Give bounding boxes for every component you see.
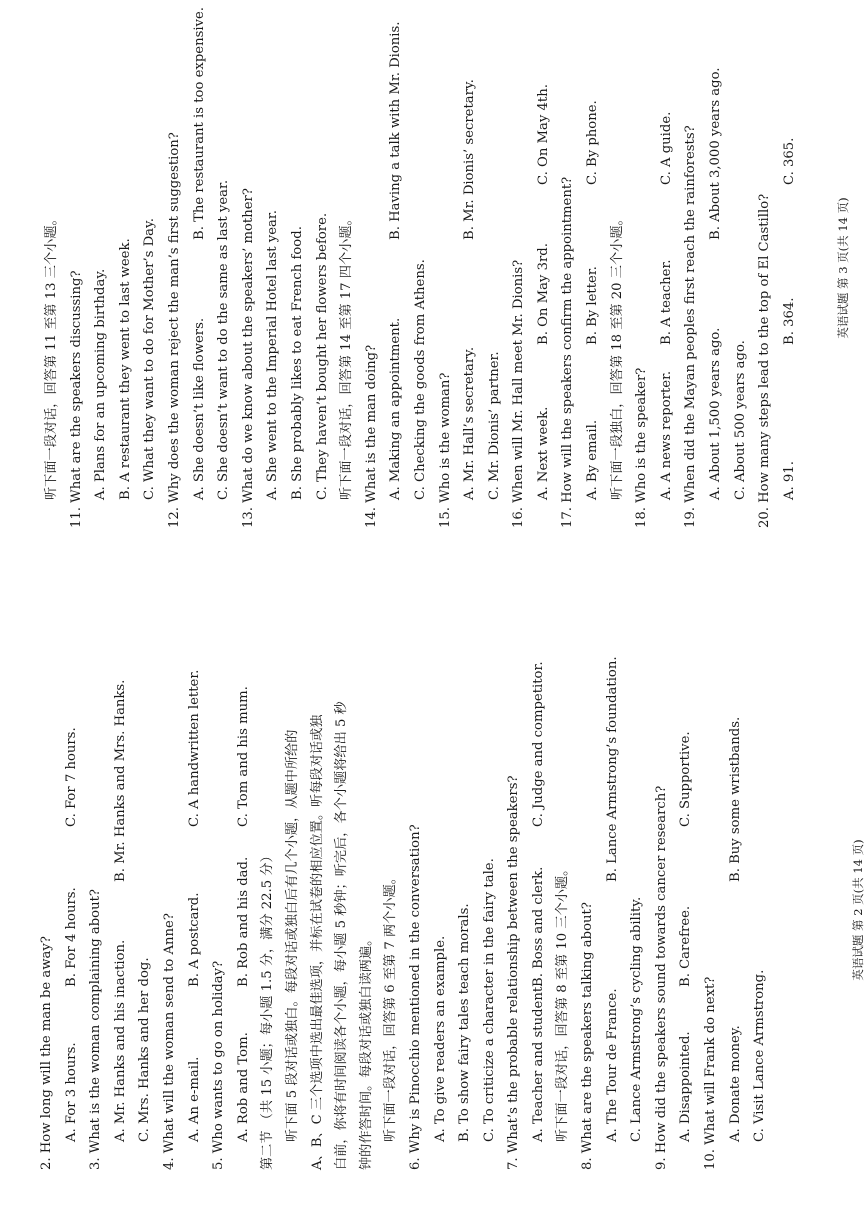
answer-option: A. To give readers an example. [432,935,448,1142]
section-directions: 钟的作答时间。每段对话或独白读两遍。 [358,932,374,1170]
answer-option: B. For 4 hours. [63,887,79,987]
question-stem: 10. What will Frank do next? [703,976,719,1170]
answer-option: C. Lance Armstrong’s cycling ability. [629,896,645,1142]
answer-option: C. Mrs. Hanks and her dog. [137,957,153,1142]
answer-option: A. A news reporter. [658,370,674,500]
answer-option: B. Boss and clerk. [530,866,546,987]
answer-option: C. To criticize a character in the fairy tale. [481,858,497,1142]
page-3-footer: 英语试题 第 3 页(共 14 页) [836,197,850,339]
answer-option: B. About 3,000 years ago. [708,67,724,240]
answer-option: C. Judge and competitor. [530,661,546,827]
listening-instruction: 听下面一段对话，回答第 14 至第 17 四个小题。 [339,212,355,500]
answer-option: C. What they want to do for Mother’s Day. [142,218,158,500]
answer-option: A. Mr. Hall’s secretary. [462,346,478,500]
answer-option: B. To show fairy tales teach morals. [457,903,473,1142]
section-directions: A、B、C 三个选项中选出最佳选项，并标在试卷的相应位置。听每段对话或独 [309,714,325,1170]
answer-option: C. Tom and his mum. [235,686,251,827]
answer-option: B. 364. [781,297,797,345]
answer-option: B. Carefree. [678,905,694,987]
answer-option: B. A postcard. [186,892,202,987]
question-stem: 12. Why does the woman reject the man’s first suggestion? [166,132,182,528]
answer-options [384,8,409,528]
answer-options [601,650,626,1170]
answer-option: A. Rob and Tom. [235,1032,251,1142]
answer-option: C. For 7 hours. [63,727,79,827]
answer-option: B. She probably likes to eat French food. [289,226,305,500]
answer-option: B. Mr. Hanks and Mrs. Hanks. [112,679,128,882]
question-stem: 20. How many steps lead to the top of El Castillo? [757,193,773,528]
question-stem: 16. When will Mr. Hall meet Mr. Dionis? [511,259,527,528]
exam-page-3 [40,6,850,528]
answer-options [109,650,134,1170]
question-stem: 14. What is the man doing? [363,344,379,528]
answer-options [778,8,803,528]
answer-option: B. A teacher. [658,259,674,345]
answer-option: A. Disappointed. [678,1031,694,1142]
answer-options [581,8,606,528]
answer-option: A. 91. [781,461,797,500]
question-stem: 5. Who wants to go on holiday? [211,960,227,1170]
page-2-questions [35,650,773,1170]
answer-options [704,8,729,528]
answer-option: A. Next week. [535,406,551,500]
answer-option: A. Donate money. [727,1025,743,1142]
answer-options [188,8,213,528]
question-stem: 3. What is the woman complaining about? [88,889,104,1170]
answer-options [724,650,749,1170]
answer-options [232,650,257,1170]
answer-option: A. About 1,500 years ago. [708,327,724,500]
answer-option: B. Mr. Dionis’ secretary. [462,79,478,240]
listening-instruction: 听下面一段对话，回答第 11 至第 13 三个小题。 [44,212,59,500]
answer-option: A. Making an appointment. [388,317,404,500]
answer-options [527,650,552,1170]
answer-options [458,8,483,528]
answer-option: B. On May 3rd. [535,243,551,345]
question-stem: 13. What do we know about the speakers’ mother? [240,188,256,528]
question-stem: 4. What will the woman send to Anne? [161,913,177,1170]
answer-options [532,8,557,528]
answer-option: C. She doesn’t want to do the same as last year. [216,179,232,500]
answer-option: A. By email. [585,419,601,500]
answer-option: C. Mr. Dionis’ partner. [486,351,502,500]
question-stem: 7. What’s the probable relationship between the speakers? [506,775,522,1170]
answer-option: C. About 500 years ago. [732,340,748,500]
answer-option: C. Supportive. [678,731,694,827]
question-stem: 18. Who is the speaker? [634,367,650,528]
answer-options [183,650,208,1170]
answer-option: A. An e-mail. [186,1056,202,1142]
answer-option: B. Having a talk with Mr. Dionis. [388,21,404,240]
answer-option: C. By phone. [585,100,601,185]
listening-instruction: 听下面一段对话，回答第 6 至第 7 两个小题。 [383,871,399,1142]
answer-option: B. By letter. [585,266,601,345]
question-stem: 2. How long will the man be away? [39,936,54,1170]
question-stem: 15. Who is the woman? [437,372,453,528]
answer-option: B. Lance Armstrong’s foundation. [604,656,620,882]
answer-option: B. A restaurant they went to last week. [117,238,133,500]
page-2-footer: 英语试题 第 2 页(共 14 页) [851,839,865,981]
answer-option: A. Teacher and student. [530,982,546,1142]
answer-option: C. On May 4th. [535,84,551,185]
answer-option: C. A guide. [658,111,674,185]
answer-option: B. Buy some wristbands. [727,716,743,882]
answer-option: B. The restaurant is too expensive. [191,6,207,240]
question-stem: 8. What are the speakers talking about? [580,902,596,1170]
answer-option: C. Checking the goods from Athens. [412,259,428,500]
answer-option: C. 365. [781,137,797,185]
answer-option: C. Visit Lance Armstrong. [752,969,768,1142]
listening-instruction: 听下面一段独白，回答第 18 至第 20 三个小题。 [609,212,625,500]
section-directions: 听下面 5 段对话或独白。每段对话或独白后有几个小题，从题中所给的 [284,729,300,1142]
section-heading: 第二节 （共 15 小题；每小题 1.5 分，满分 22.5 分） [260,849,276,1170]
question-stem: 17. How will the speakers confirm the appointment? [560,176,576,528]
answer-option: A. For 3 hours. [63,1042,79,1142]
question-stem: 11. What are the speakers discussing? [68,270,84,528]
page-3-questions [40,8,802,528]
answer-options [674,650,699,1170]
answer-option: A. She went to the Imperial Hotel last year. [265,210,281,500]
answer-option: C. A handwritten letter. [186,669,202,827]
answer-options [60,650,85,1170]
answer-option: A. She doesn’t like flowers. [191,317,207,500]
answer-option: A. The Tour de France. [604,988,620,1142]
answer-option: B. Rob and his dad. [235,856,251,987]
listening-instruction: 听下面一段对话，回答第 8 至第 10 三个小题。 [555,862,571,1142]
question-stem: 9. How did the speakers sound towards cancer research? [653,785,669,1170]
section-directions: 白前，你将有时间阅读各个小题，每小题 5 秒钟；听完后，各个小题将给出 5 秒 [334,701,350,1170]
answer-option: C. They haven’t bought her flowers before. [314,212,330,500]
answer-option: A. Mr. Hanks and his inaction. [112,939,128,1142]
exam-page-2 [35,650,865,1170]
question-stem: 19. When did the Mayan peoples first reach the rainforests? [683,125,699,528]
answer-options [655,8,680,528]
question-stem: 6. Why is Pinocchio mentioned in the conversation? [407,824,423,1170]
answer-option: A. Plans for an upcoming birthday. [93,268,109,500]
